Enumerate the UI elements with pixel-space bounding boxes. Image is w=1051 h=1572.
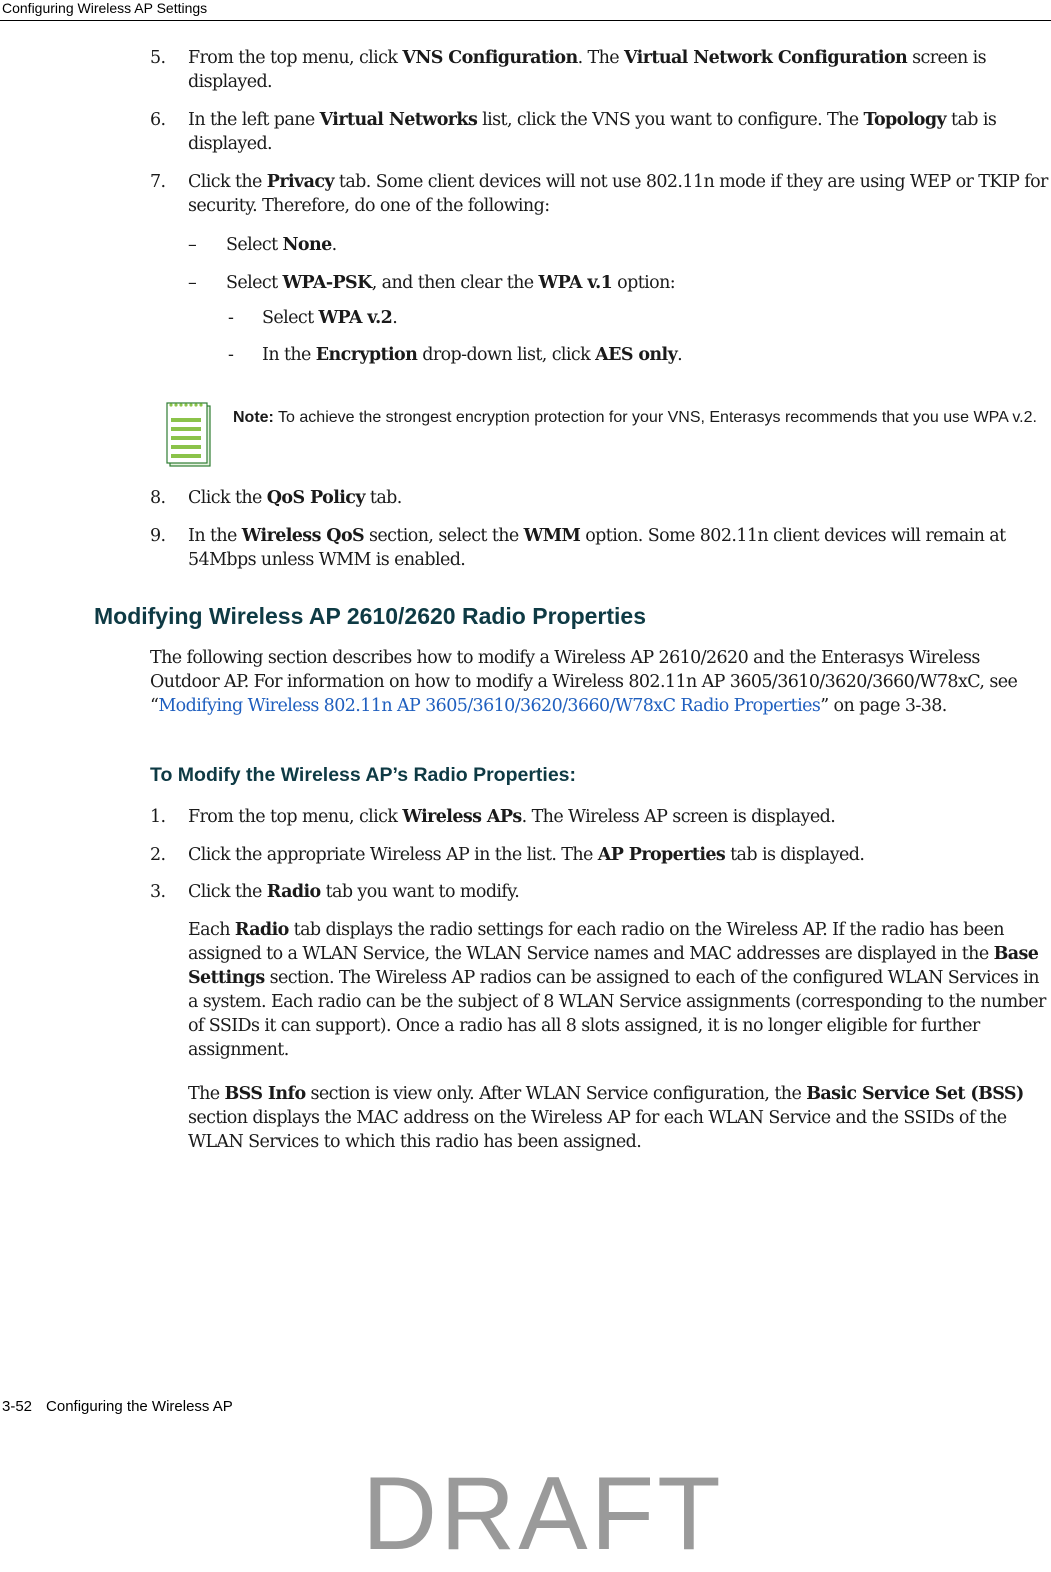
- step-number: 3.: [150, 882, 166, 902]
- list-item: [150, 46, 1048, 94]
- list-item: [150, 108, 1048, 156]
- paragraph-radio: Each Radio tab displays the radio settings for each radio on the Wireless AP. If the radio has been assigned to a WLAN Service, the WLAN Service names and MAC addresses are displayed in the Base Settings section. The Wireless AP radios can be assigned to each of the configured WLAN Services in a system. Each radio can be the subject of 8 WLAN Service assignments (corresponding to the number of SSIDs it can support). Once a radio has all 8 slots assigned, it is no longer eligible for further assignment.: [188, 920, 1046, 1060]
- draft-watermark: DRAFT: [362, 1456, 724, 1572]
- step-number: 5.: [150, 48, 166, 68]
- note-text: Note: To achieve the strongest encryption protection for your VNS, Enterasys recommends that you use WPA v.2.: [233, 409, 1037, 426]
- list-item: [150, 486, 1048, 510]
- step-number: 9.: [150, 526, 166, 546]
- list-item: [150, 170, 1048, 218]
- step-text: Click the QoS Policy tab.: [188, 488, 402, 508]
- step-text: From the top menu, click Wireless APs. The Wireless AP screen is displayed.: [188, 807, 836, 827]
- procedure-heading: To Modify the Wireless AP’s Radio Properties:: [150, 764, 577, 786]
- list-item: [150, 843, 1048, 867]
- list-item: [150, 805, 1048, 829]
- step-number: 6.: [150, 110, 166, 130]
- step-text: Click the Radio tab you want to modify.: [188, 882, 520, 902]
- note-icon: [166, 400, 212, 468]
- step-number: 8.: [150, 488, 166, 508]
- cross-reference-link[interactable]: Modifying Wireless 802.11n AP 3605/3610/3620/3660/W78xC Radio Properties: [158, 696, 821, 716]
- section-heading: Modifying Wireless AP 2610/2620 Radio Properties: [94, 603, 646, 629]
- page-number: 3-52: [2, 1398, 33, 1415]
- paragraph-bss: The BSS Info section is view only. After WLAN Service configuration, the Basic Service Set (BSS) section displays the MAC address on the Wireless AP for each WLAN Service and the SSIDs of the WLAN Services to which this radio has been assigned.: [188, 1084, 1024, 1152]
- step-text: In the left pane Virtual Networks list, click the VNS you want to configure. The Topology tab is displayed.: [188, 110, 997, 154]
- header-rule: [0, 20, 1051, 21]
- section-intro: The following section describes how to modify a Wireless AP 2610/2620 and the Enterasys Wireless Outdoor AP. For information on how to modify a Wireless 802.11n AP 3605/3610/3620/3660/W78xC, see “Modifying Wireless 802.11n AP 3605/3610/3620/3660/W78xC Radio Properties” on page 3-38.: [150, 648, 1018, 716]
- step-text: From the top menu, click VNS Configuration. The Virtual Network Configuration screen is displayed.: [188, 48, 987, 92]
- page-footer: [2, 1398, 233, 1415]
- step-text: Click the Privacy tab. Some client devices will not use 802.11n mode if they are using WEP or TKIP for security. Therefore, do one of the following:: [188, 172, 1048, 216]
- step-number: 2.: [150, 845, 166, 865]
- step-text: In the Wireless QoS section, select the WMM option. Some 802.11n client devices will remain at 54Mbps unless WMM is enabled.: [188, 526, 1006, 570]
- list-item: [150, 524, 1048, 572]
- step-number: 7.: [150, 172, 166, 192]
- step-number: 1.: [150, 807, 166, 827]
- step-text: Click the appropriate Wireless AP in the list. The AP Properties tab is displayed.: [188, 845, 865, 865]
- running-header: Configuring Wireless AP Settings: [2, 0, 208, 16]
- list-item: [150, 880, 1048, 904]
- chapter-title: Configuring the Wireless AP: [46, 1398, 233, 1415]
